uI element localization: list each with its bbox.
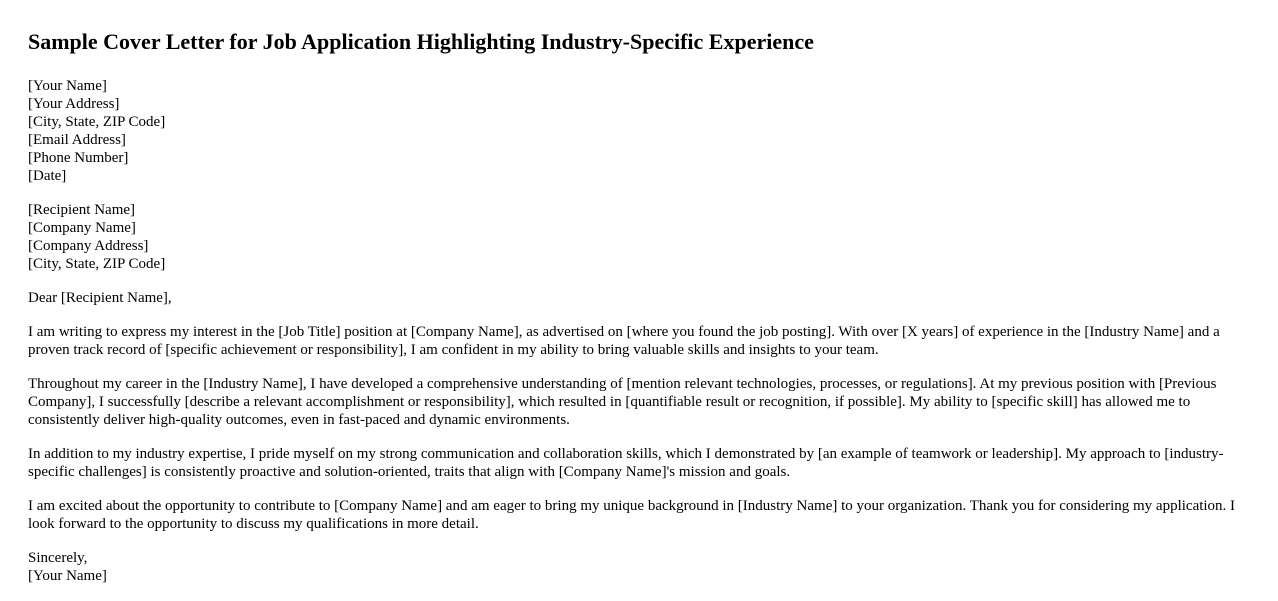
body-paragraph-1: I am writing to express my interest in the [Job Title] position at [Company Name], as advertised on [where you found the job posting]. With over [X years] of experience in the [Industry Name] and a proven track record of [specific achievement or responsibility], I am confident in my ability to bring valuable skills and insights to your team. — [28, 324, 1220, 358]
recipient-company: [Company Name] — [28, 220, 136, 236]
body-paragraph-3: In addition to my industry expertise, I pride myself on my strong communication and collaboration skills, which I demonstrated by [an example of teamwork or leadership]. My approach to [industry-specific challenges] is consistently proactive and solution-oriented, traits that align with [Company Name]'s mission and goals. — [28, 446, 1224, 480]
sender-email: [Email Address] — [28, 132, 126, 148]
closing-block — [28, 549, 1250, 585]
recipient-city-state-zip: [City, State, ZIP Code] — [28, 256, 166, 272]
closing-signature-name: [Your Name] — [28, 568, 107, 584]
sender-address: [Your Address] — [28, 96, 120, 112]
sender-city-state-zip: [City, State, ZIP Code] — [28, 114, 166, 130]
recipient-block — [28, 201, 1250, 273]
body-paragraph-2: Throughout my career in the [Industry Name], I have developed a comprehensive understanding of [mention relevant technologies, processes, or regulations]. At my previous position with [Previous Company], I successfully [describe a relevant accomplishment or responsibility], which resulted in [quantifiable result or recognition, if possible]. My ability to [specific skill] has allowed me to consistently deliver high-quality outcomes, even in fast-paced and dynamic environments. — [28, 376, 1217, 428]
letter-date: [Date] — [28, 168, 67, 184]
salutation: Dear [Recipient Name], — [28, 290, 172, 306]
body-paragraph-4: I am excited about the opportunity to contribute to [Company Name] and am eager to bring my unique background in [Industry Name] to your organization. Thank you for considering my application. I look forward to the opportunity to discuss my qualifications in more detail. — [28, 498, 1236, 532]
closing-phrase: Sincerely, — [28, 550, 88, 566]
recipient-name: [Recipient Name] — [28, 202, 136, 218]
sender-phone: [Phone Number] — [28, 150, 129, 166]
recipient-company-address: [Company Address] — [28, 238, 149, 254]
sender-name: [Your Name] — [28, 78, 107, 94]
sender-block — [28, 77, 1250, 185]
page-title: Sample Cover Letter for Job Application Highlighting Industry-Specific Experience — [28, 29, 814, 54]
